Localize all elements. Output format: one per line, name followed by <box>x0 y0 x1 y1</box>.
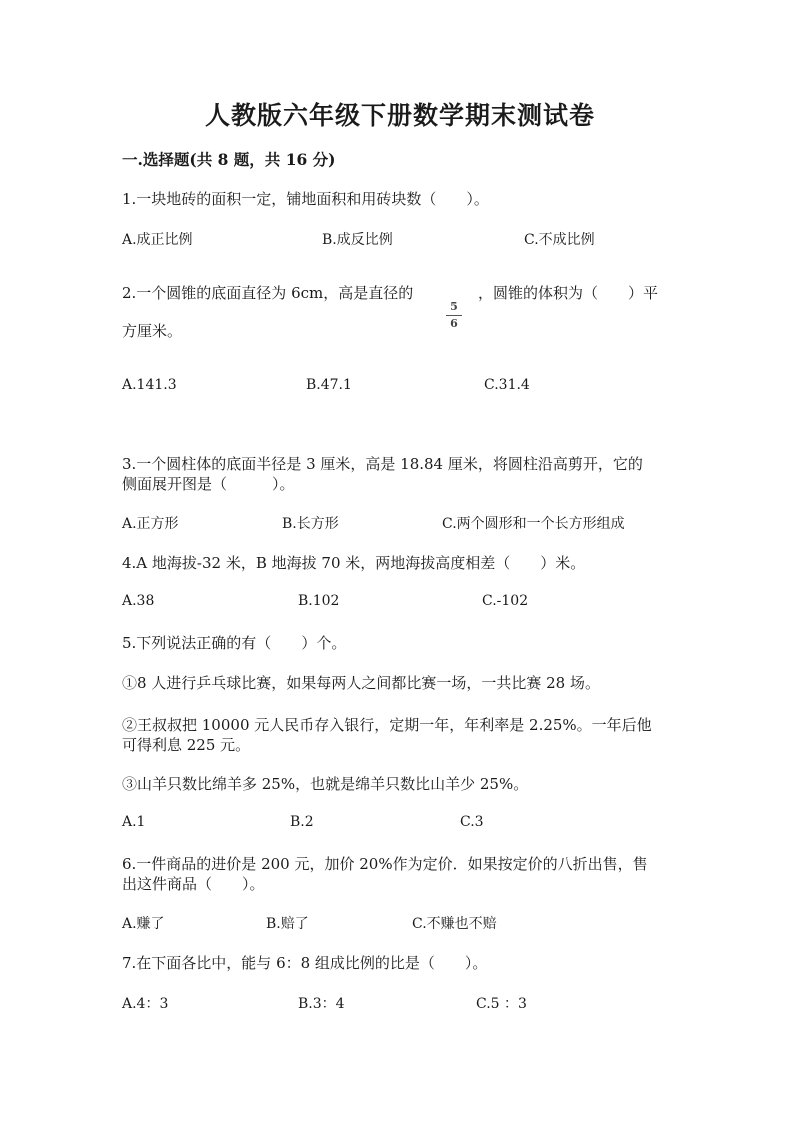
question-5-statement-2-line1: ②王叔叔把 10000 元人民币存入银行，定期一年，年利率是 2.25%。一年后他 <box>122 716 652 734</box>
fraction-numerator: 5 <box>450 300 458 313</box>
question-3-option-a: A.正方形 <box>122 516 179 532</box>
question-2-text-part2: ，圆锥的体积为（ ）平 <box>478 284 659 302</box>
question-4-option-b: B.102 <box>298 593 340 609</box>
fraction-bar <box>446 315 462 316</box>
question-7-option-a: A.4：3 <box>122 996 169 1012</box>
question-3-text-line1: 3.一个圆柱体的底面半径是 3 厘米，高是 18.84 厘米，将圆柱沿高剪开，它的 <box>122 455 643 473</box>
question-5-statement-1: ①8 人进行乒乓球比赛，如果每两人之间都比赛一场，一共比赛 28 场。 <box>122 674 600 692</box>
question-1-text: 1.一块地砖的面积一定，铺地面积和用砖块数（ ）。 <box>122 190 489 208</box>
fraction-five-sixths <box>446 300 462 331</box>
fraction-denominator: 6 <box>450 317 458 330</box>
question-6-option-b: B.赔了 <box>266 916 309 932</box>
question-3-option-c: C.两个圆形和一个长方形组成 <box>442 516 625 532</box>
question-4-text: 4.A 地海拔-32 米，B 地海拔 70 米，两地海拔高度相差（ ）米。 <box>122 554 586 572</box>
question-5-statement-2-line2: 可得利息 225 元。 <box>122 736 251 754</box>
question-5-statement-3: ③山羊只数比绵羊多 25%，也就是绵羊只数比山羊少 25%。 <box>122 775 529 793</box>
question-5-text: 5.下列说法正确的有（ ）个。 <box>122 634 347 652</box>
question-6-text-line2: 出这件商品（ ）。 <box>122 875 265 893</box>
question-4-option-c: C.-102 <box>482 593 529 609</box>
question-7-option-c: C.5 ：3 <box>476 996 527 1012</box>
question-4-option-a: A.38 <box>122 593 155 609</box>
question-1-option-b: B.成反比例 <box>322 232 393 248</box>
question-5-option-b: B.2 <box>290 814 314 830</box>
question-1-option-c: C.不成比例 <box>524 232 595 248</box>
question-5-option-a: A.1 <box>122 814 146 830</box>
question-2-text-part1: 2.一个圆锥的底面直径为 6cm，高是直径的 <box>122 284 414 302</box>
question-2-option-b: B.47.1 <box>306 377 352 393</box>
question-6-option-a: A.赚了 <box>122 916 165 932</box>
question-6-option-c: C.不赚也不赔 <box>412 916 497 932</box>
question-1-option-a: A.成正比例 <box>122 232 193 248</box>
question-6-text-line1: 6.一件商品的进价是 200 元，加价 20%作为定价．如果按定价的八折出售，售 <box>122 855 648 873</box>
question-7-text: 7.在下面各比中，能与 6：8 组成比例的比是（ ）。 <box>122 954 488 972</box>
question-2-option-a: A.141.3 <box>122 377 177 393</box>
question-7-option-b: B.3：4 <box>298 996 345 1012</box>
question-2-text-line2: 方厘米。 <box>122 322 183 340</box>
question-3-option-b: B.长方形 <box>282 516 339 532</box>
question-2-option-c: C.31.4 <box>484 377 530 393</box>
document-title: 人教版六年级下册数学期末测试卷 <box>204 101 595 130</box>
question-5-option-c: C.3 <box>460 814 484 830</box>
section-heading: 一.选择题(共 8 题，共 16 分) <box>122 150 336 169</box>
question-3-text-line2: 侧面展开图是（ ）。 <box>122 475 295 493</box>
